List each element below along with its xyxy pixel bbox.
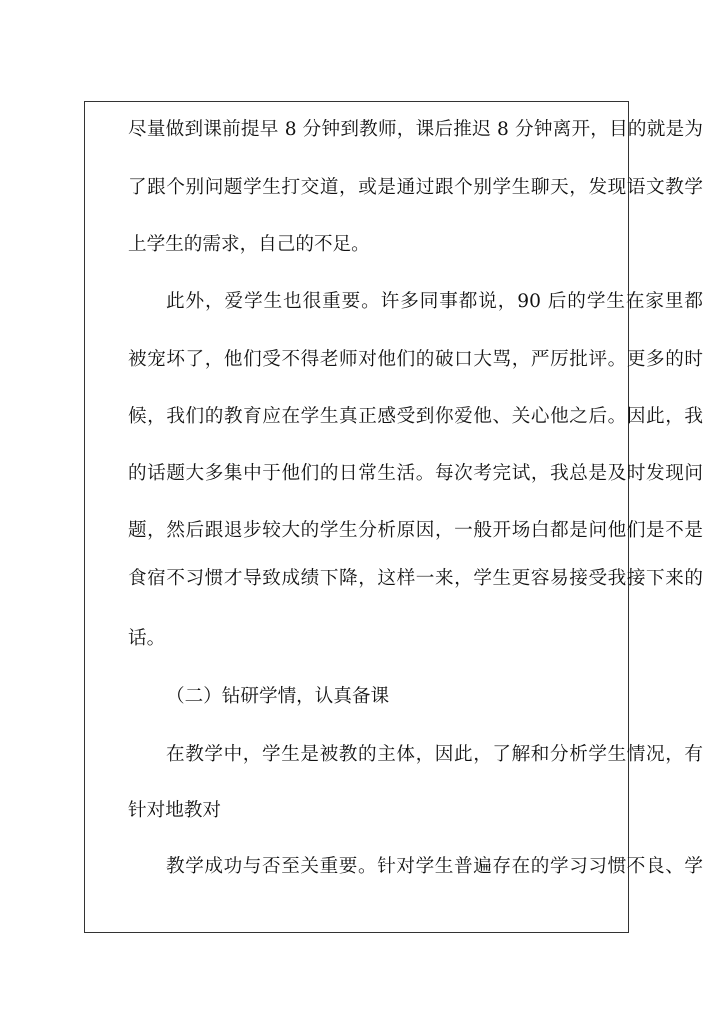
- section-heading: （二）钻研学情，认真备课: [166, 686, 390, 707]
- paragraph-line: 上学生的需求，自己的不足。: [128, 234, 370, 255]
- paragraph-line: 的话题大多集中于他们的日常生活。每次考完试，我总是及时发现问: [128, 463, 703, 484]
- paragraph-line: 题，然后跟退步较大的学生分析原因，一般开场白都是问他们是不是: [128, 520, 703, 541]
- paragraph-line: 被宠坏了，他们受不得老师对他们的破口大骂，严厉批评。更多的时: [128, 349, 703, 370]
- paragraph-line: 在教学中，学生是被教的主体，因此，了解和分析学生情况，有: [166, 744, 703, 765]
- paragraph-line: 话。: [128, 628, 166, 649]
- paragraph-line: 候，我们的教育应在学生真正感受到你爱他、关心他之后。因此，我: [128, 406, 703, 427]
- paragraph-line: 针对地教对: [128, 800, 221, 821]
- paragraph-line: 尽量做到课前提早 8 分钟到教师，课后推迟 8 分钟离开，目的就是为: [128, 119, 703, 140]
- paragraph-line: 食宿不习惯才导致成绩下降，这样一来，学生更容易接受我接下来的: [128, 568, 703, 589]
- paragraph-line: 了跟个别问题学生打交道，或是通过跟个别学生聊天，发现语文教学: [128, 177, 703, 198]
- paragraph-line: 教学成功与否至关重要。针对学生普遍存在的学习习惯不良、学: [166, 856, 703, 877]
- paragraph-line: 此外，爱学生也很重要。许多同事都说，90 后的学生在家里都: [166, 291, 703, 312]
